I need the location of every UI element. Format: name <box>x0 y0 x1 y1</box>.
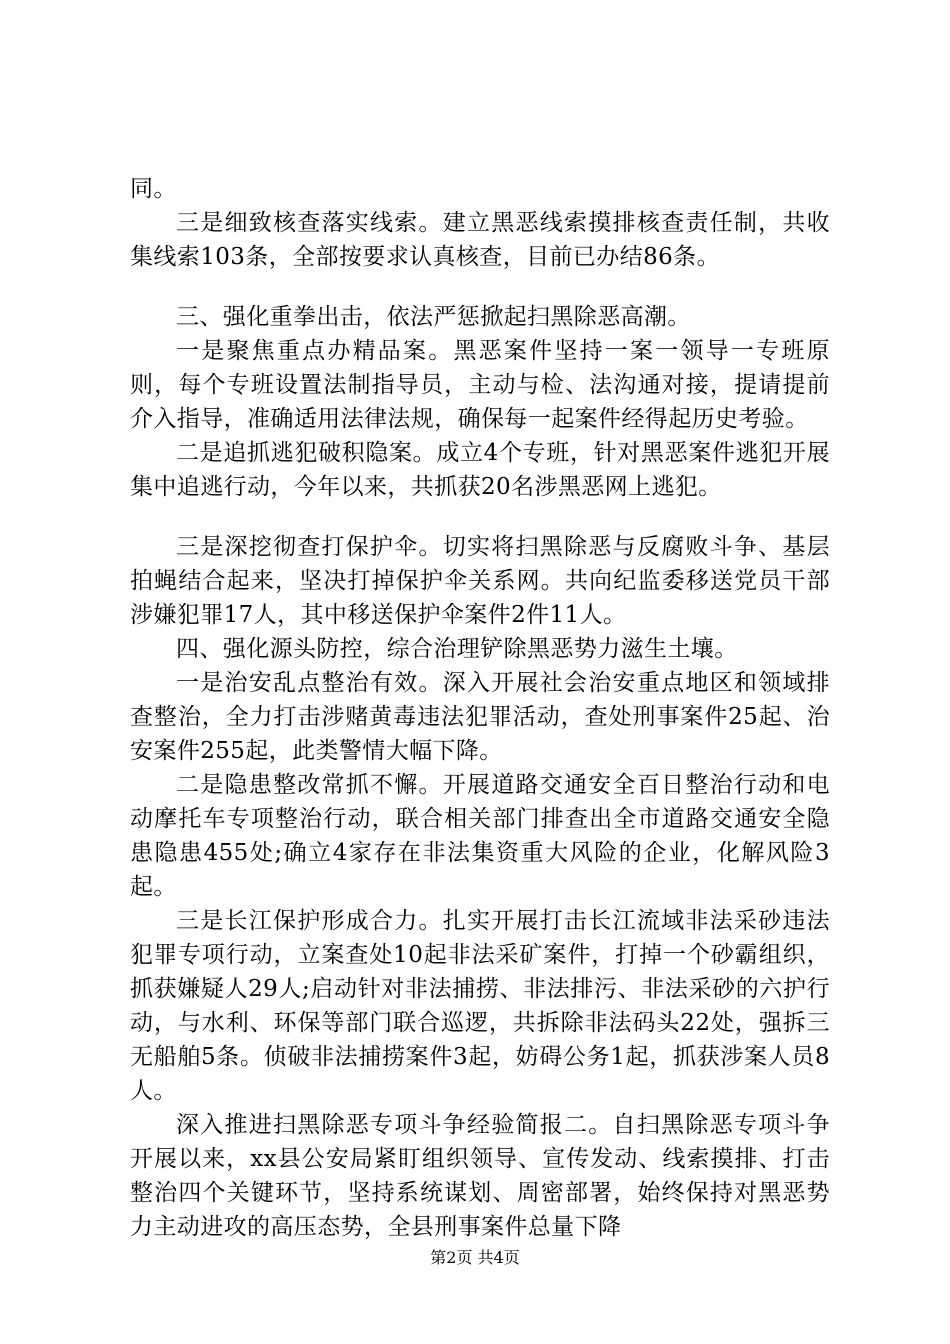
paragraph: 三是长江保护形成合力。扎实开展打击长江流域非法采砂违法犯罪专项行动，立案查处10起非法采矿案件，打掉一个砂霸组织，抓获嫌疑人29人;启动针对非法捕捞、非法排污、非法采砂的六护行动，与水利、环保等部门联合巡逻，共拆除非法码头22处，强拆三无船舶5条。侦破非法捕捞案件3起，妨碍公务1起，抓获涉案人员8人。 <box>130 908 830 1104</box>
section-heading: 四、强化源头防控，综合治理铲除黑恶势力滋生土壤。 <box>176 636 738 662</box>
paragraph: 同。 <box>130 176 177 202</box>
section-heading: 三、强化重拳出击，依法严惩掀起扫黑除恶高潮。 <box>176 304 691 330</box>
paragraph: 二是隐患整改常抓不懈。开展道路交通安全百日整治行动和电动摩托车专项整治行动，联合相关部门排查出全市道路交通安全隐患隐患455处;确立4家存在非法集资重大风险的企业，化解风险3起。 <box>130 772 830 900</box>
paragraph: 深入推进扫黑除恶专项斗争经验简报二。自扫黑除恶专项斗争开展以来，xx县公安局紧盯组织领导、宣传发动、线索摸排、打击整治四个关键环节，坚持系统谋划、周密部署，始终保持对黑恶势力主动进攻的高压态势，全县刑事案件总量下降 <box>130 1112 830 1240</box>
document-body <box>130 172 830 1244</box>
paragraph: 一是聚焦重点办精品案。黑恶案件坚持一案一领导一专班原则，每个专班设置法制指导员，主动与检、法沟通对接，提请提前介入指导，准确适用法律法规，确保每一起案件经得起历史考验。 <box>130 338 830 432</box>
paragraph: 三是深挖彻查打保护伞。切实将扫黑除恶与反腐败斗争、基层拍蝇结合起来，坚决打掉保护伞关系网。共向纪监委移送党员干部涉嫌犯罪17人，其中移送保护伞案件2件11人。 <box>130 534 830 628</box>
paragraph: 二是追抓逃犯破积隐案。成立4个专班，针对黑恶案件逃犯开展集中追逃行动，今年以来，共抓获20名涉黑恶网上逃犯。 <box>130 440 830 500</box>
page-number-footer: 第2页 共4页 <box>430 1248 520 1267</box>
paragraph: 一是治安乱点整治有效。深入开展社会治安重点地区和领域排查整治，全力打击涉赌黄毒违法犯罪活动，查处刑事案件25起、治安案件255起，此类警情大幅下降。 <box>130 670 830 764</box>
paragraph: 三是细致核查落实线索。建立黑恶线索摸排核查责任制，共收集线索103条，全部按要求认真核查，目前已办结86条。 <box>130 210 830 270</box>
